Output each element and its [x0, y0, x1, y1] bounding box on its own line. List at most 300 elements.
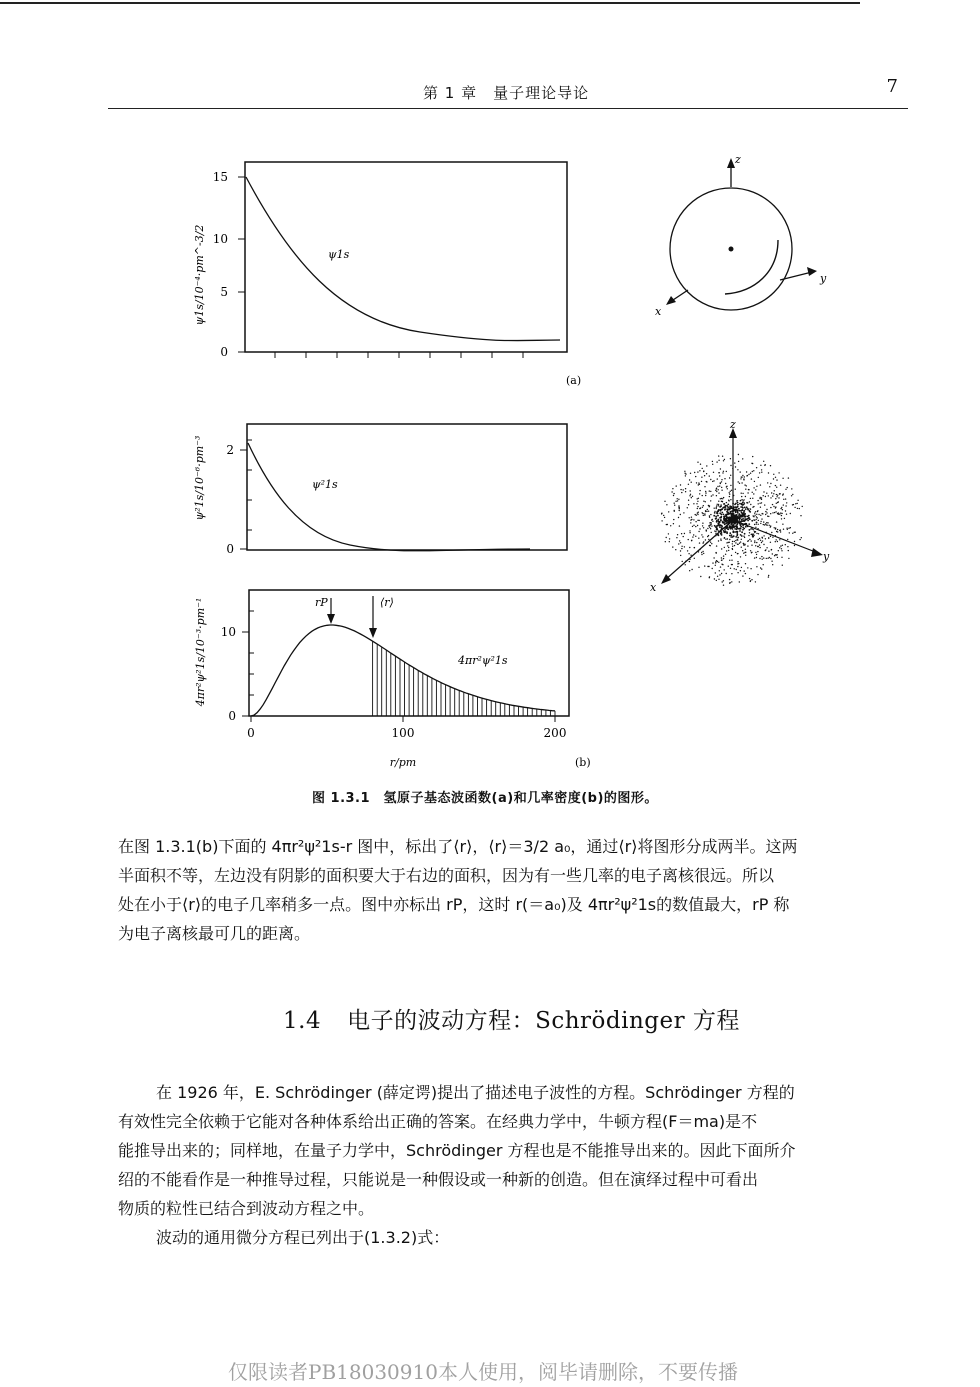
- cloud-dot: [685, 475, 686, 476]
- cloud-dot: [780, 485, 781, 486]
- cloud-dot: [698, 538, 699, 539]
- cloud-dot: [743, 499, 744, 500]
- cloud-dot: [746, 475, 747, 476]
- cloud-dot: [684, 546, 685, 547]
- cloud-dot: [696, 503, 697, 504]
- cloud-dot: [770, 525, 771, 526]
- cloud-dot: [731, 581, 732, 582]
- cloud-dot: [728, 526, 730, 528]
- cloud-dot: [775, 498, 776, 499]
- cloud-dot: [689, 532, 690, 533]
- cloud-dot: [699, 520, 700, 521]
- cloud-dot: [775, 511, 776, 512]
- cloud-dot: [756, 522, 757, 523]
- cloud-dot: [692, 526, 693, 527]
- cloud-dot: [734, 528, 736, 530]
- cloud-dot: [782, 545, 783, 546]
- cloud-dot: [679, 540, 680, 541]
- cloud-dot: [714, 578, 715, 579]
- cloud-dot: [705, 501, 706, 502]
- cloud-dot: [766, 512, 767, 513]
- cloud-dot: [801, 537, 802, 538]
- cloud-dot: [785, 505, 786, 506]
- cloud-dot: [732, 546, 733, 547]
- cloud-dot: [735, 489, 736, 490]
- cloud-dot: [747, 492, 748, 493]
- cloud-dot: [714, 525, 716, 527]
- cloud-dot: [741, 539, 742, 540]
- cloud-dot: [709, 505, 710, 506]
- cloud-dot: [753, 506, 754, 507]
- cloud-dot: [715, 531, 716, 532]
- cloud-dot: [685, 491, 686, 492]
- cloud-dot: [761, 502, 762, 503]
- cloud-dot: [762, 537, 763, 538]
- cloud-dot: [751, 534, 752, 535]
- cloud-dot: [751, 520, 753, 522]
- cloud-dot: [731, 560, 732, 561]
- cloud-dot: [703, 501, 704, 502]
- cloud-dot: [723, 580, 724, 581]
- cloud-dot: [702, 542, 703, 543]
- cloud-dot: [761, 518, 762, 519]
- cloud-dot: [777, 557, 778, 558]
- cloud-dot: [678, 543, 679, 544]
- cloud-dot: [734, 568, 735, 569]
- cloud-dot: [676, 485, 677, 486]
- cloud-dot: [718, 520, 720, 522]
- cloud-dot: [740, 534, 742, 536]
- cloud-dot: [715, 562, 716, 563]
- cloud-dot: [744, 570, 745, 571]
- cloud-dot: [752, 456, 753, 457]
- cloud-dot: [712, 568, 713, 569]
- cloud-dot: [700, 576, 701, 577]
- cloud-dot: [740, 500, 741, 501]
- cloud-dot: [732, 528, 734, 530]
- paragraph-1-line-1: 在图 1.3.1(b)下面的 4πr²ψ²1s-r 图中，标出了⟨r⟩，⟨r⟩＝3/2 a₀，通过⟨r⟩将图形分成两半。这两: [118, 837, 798, 856]
- cloud-dot: [747, 567, 748, 568]
- axis-z-label: z: [735, 153, 741, 166]
- cloud-dot: [697, 506, 698, 507]
- cloud-dot: [687, 507, 688, 508]
- cloud-dot: [795, 532, 796, 533]
- cloud-dot: [741, 482, 742, 483]
- cloud-dot: [718, 492, 719, 493]
- panel-b-bottom-curve-label: 4πr²ψ²1s: [458, 654, 508, 667]
- cloud-dot: [721, 498, 722, 499]
- cloud-dot: [782, 494, 783, 495]
- cloud-dot: [797, 503, 798, 504]
- cloud-dot: [792, 533, 793, 534]
- cloud-dot: [697, 498, 698, 499]
- cloud-dot: [788, 528, 789, 529]
- cloud-dot: [744, 513, 746, 515]
- cloud-dot: [680, 484, 681, 485]
- cloud-dot: [730, 507, 732, 509]
- cloud-dot: [721, 527, 723, 529]
- panel-b-bottom-ylabel: 4πr²ψ²1s/10⁻³·pm⁻¹: [194, 597, 207, 707]
- cloud-dot: [717, 561, 718, 562]
- cloud-dot: [745, 526, 747, 528]
- cloud-dot: [771, 532, 772, 533]
- cloud-dot: [716, 545, 717, 546]
- cloud-dot: [697, 471, 698, 472]
- cloud-dot: [692, 536, 693, 537]
- marker-rp-label: rP: [315, 596, 328, 609]
- cloud-dot: [721, 508, 723, 510]
- cloud-dot: [730, 499, 731, 500]
- cloud-dot: [737, 566, 738, 567]
- cloud-dot: [751, 579, 752, 580]
- cloud-dot: [723, 503, 725, 505]
- cloud-axis-y-label: y: [823, 550, 830, 563]
- cloud-dot: [750, 568, 751, 569]
- cloud-dot: [748, 489, 749, 490]
- cloud-dot: [753, 470, 754, 471]
- cloud-dot: [697, 501, 698, 502]
- cloud-dot: [718, 522, 720, 524]
- cloud-dot: [720, 533, 722, 535]
- cloud-dot: [744, 544, 745, 545]
- cloud-dot: [785, 510, 786, 511]
- cloud-dot: [698, 484, 699, 485]
- cloud-dot: [726, 542, 727, 543]
- axis-x-label: x: [655, 305, 662, 318]
- cloud-dot: [680, 542, 681, 543]
- panel-b-top-ytick-0: 0: [226, 542, 234, 556]
- cloud-dot: [762, 513, 763, 514]
- panel-a-ytick-0: 0: [220, 345, 228, 359]
- cloud-dot: [753, 519, 754, 520]
- orbital-sphere-diagram: [655, 153, 827, 318]
- cloud-dot: [718, 455, 719, 456]
- cloud-dot: [729, 539, 730, 540]
- cloud-dot: [772, 504, 773, 505]
- cloud-dot: [732, 524, 734, 526]
- cloud-dot: [728, 519, 730, 521]
- cloud-dot: [761, 499, 762, 500]
- cloud-dot: [770, 507, 771, 508]
- cloud-dot: [760, 515, 761, 516]
- paragraph-2-line-1: 在 1926 年，E. Schrödinger (薛定谔)提出了描述电子波性的方程。Schrödinger 方程的: [156, 1083, 795, 1102]
- paragraph-1-line-2: 半面积不等，左边没有阴影的面积要大于右边的面积，因为有一些几率的电子离核很远。所以: [118, 866, 775, 885]
- cloud-dot: [722, 521, 724, 523]
- cloud-dot: [754, 557, 755, 558]
- cloud-dot: [780, 529, 781, 530]
- cloud-dot: [723, 516, 725, 518]
- cloud-dot: [742, 529, 744, 531]
- cloud-dot: [679, 510, 680, 511]
- cloud-dot: [714, 511, 715, 512]
- cloud-dot: [724, 532, 726, 534]
- cloud-dot: [718, 505, 719, 506]
- cloud-dot: [718, 579, 719, 580]
- cloud-dot: [731, 573, 732, 574]
- cloud-dot: [795, 503, 796, 504]
- cloud-dot: [684, 533, 685, 534]
- cloud-dot: [712, 521, 713, 522]
- cloud-dot: [739, 543, 740, 544]
- cloud-dot: [718, 524, 720, 526]
- cloud-dot: [749, 508, 750, 509]
- cloud-dot: [725, 522, 727, 524]
- cloud-dot: [664, 501, 665, 502]
- cloud-dot: [718, 519, 720, 521]
- cloud-dot: [751, 552, 752, 553]
- cloud-dot: [799, 508, 800, 509]
- cloud-dot: [730, 491, 731, 492]
- cloud-dot: [777, 495, 778, 496]
- cloud-dot: [726, 573, 727, 574]
- cloud-dot: [689, 479, 690, 480]
- cloud-dot: [691, 482, 692, 483]
- cloud-dot: [775, 485, 776, 486]
- cloud-dot: [708, 511, 709, 512]
- cloud-dot: [730, 485, 731, 486]
- cloud-dot: [751, 540, 752, 541]
- cloud-dot: [742, 518, 744, 520]
- cloud-dot: [720, 540, 721, 541]
- cloud-dot: [770, 536, 771, 537]
- cloud-dot: [709, 490, 710, 491]
- cloud-dot: [772, 537, 773, 538]
- cloud-dot: [746, 485, 747, 486]
- cloud-dot: [773, 474, 774, 475]
- cloud-dot: [713, 472, 714, 473]
- cloud-dot: [689, 570, 690, 571]
- cloud-dot: [779, 493, 780, 494]
- cloud-dot: [710, 500, 711, 501]
- cloud-dot: [737, 504, 739, 506]
- cloud-dot: [755, 545, 756, 546]
- cloud-dot: [721, 559, 722, 560]
- cloud-dot: [690, 473, 691, 474]
- cloud-dot: [756, 523, 757, 524]
- cloud-dot: [784, 518, 785, 519]
- cloud-dot: [667, 524, 668, 525]
- cloud-dot: [779, 539, 780, 540]
- cloud-dot: [737, 563, 738, 564]
- cloud-dot: [770, 465, 771, 466]
- cloud-dot: [755, 511, 756, 512]
- cloud-dot: [748, 474, 749, 475]
- panel-b-top-curve-label: ψ²1s: [312, 478, 338, 491]
- cloud-dot: [741, 512, 743, 514]
- cloud-dot: [775, 541, 776, 542]
- cloud-dot: [722, 472, 723, 473]
- cloud-dot: [752, 498, 753, 499]
- cloud-dot: [692, 496, 693, 497]
- cloud-dot: [739, 503, 741, 505]
- cloud-dot: [676, 537, 677, 538]
- cloud-dot: [720, 509, 722, 511]
- cloud-dot: [751, 545, 752, 546]
- cloud-dot: [678, 499, 679, 500]
- cloud-dot: [677, 534, 678, 535]
- cloud-dot: [730, 458, 731, 459]
- cloud-dot: [663, 515, 664, 516]
- cloud-dot: [731, 517, 733, 519]
- cloud-dot: [744, 507, 746, 509]
- cloud-dot: [665, 541, 666, 542]
- cloud-dot: [779, 547, 780, 548]
- cloud-dot: [688, 504, 689, 505]
- cloud-dot: [690, 555, 691, 556]
- panel-b-bottom-xlabel: r/pm: [389, 756, 417, 769]
- cloud-dot: [731, 555, 732, 556]
- cloud-dot: [774, 555, 775, 556]
- cloud-dot: [738, 508, 740, 510]
- paragraph-2: [118, 1078, 918, 1252]
- cloud-dot: [744, 537, 745, 538]
- cloud-dot: [702, 536, 703, 537]
- cloud-dot: [761, 469, 762, 470]
- cloud-dot: [742, 493, 743, 494]
- cloud-dot: [723, 460, 724, 461]
- cloud-dot: [781, 557, 782, 558]
- cloud-dot: [780, 545, 781, 546]
- cloud-dot: [734, 509, 736, 511]
- cloud-dot: [705, 511, 706, 512]
- cloud-dot: [704, 486, 705, 487]
- cloud-dot: [791, 495, 792, 496]
- cloud-dot: [749, 529, 751, 531]
- cloud-dot: [730, 475, 731, 476]
- cloud-dot: [730, 506, 732, 508]
- cloud-dot: [727, 504, 729, 506]
- cloud-dot: [770, 513, 771, 514]
- cloud-dot: [712, 461, 713, 462]
- cloud-dot: [735, 540, 736, 541]
- cloud-dot: [765, 511, 766, 512]
- cloud-dot: [720, 525, 722, 527]
- cloud-dot: [729, 509, 731, 511]
- cloud-dot: [774, 490, 775, 491]
- cloud-dot: [705, 539, 706, 540]
- cloud-dot: [695, 521, 696, 522]
- cloud-dot: [753, 493, 754, 494]
- cloud-dot: [690, 490, 691, 491]
- cloud-dot: [759, 538, 760, 539]
- cloud-dot: [743, 553, 744, 554]
- cloud-dot: [766, 509, 767, 510]
- paragraph-2-line-4: 绍的不能看作是一种推导过程，只能说是一种假设或一种新的创造。但在演绎过程中可看出: [118, 1170, 759, 1189]
- cloud-dot: [786, 528, 787, 529]
- cloud-dot: [703, 505, 704, 506]
- cloud-dot: [747, 520, 749, 522]
- cloud-dot: [696, 482, 697, 483]
- cloud-dot: [737, 469, 738, 470]
- cloud-dot: [768, 575, 769, 576]
- cloud-dot: [767, 558, 768, 559]
- cloud-dot: [709, 515, 710, 516]
- cloud-dot: [719, 472, 720, 473]
- cloud-dot: [742, 550, 743, 551]
- cloud-dot: [742, 507, 744, 509]
- cloud-dot: [754, 531, 755, 532]
- cloud-axis-z-label: z: [730, 418, 736, 431]
- cloud-dot: [666, 537, 667, 538]
- cloud-dot: [754, 542, 755, 543]
- cloud-dot: [703, 541, 704, 542]
- cloud-dot: [726, 471, 727, 472]
- cloud-dot: [774, 512, 775, 513]
- cloud-dot: [740, 526, 742, 528]
- cloud-dot: [705, 495, 706, 496]
- cloud-dot: [694, 547, 695, 548]
- cloud-dot: [710, 514, 711, 515]
- cloud-dot: [758, 477, 759, 478]
- cloud-dot: [716, 495, 717, 496]
- cloud-dot: [721, 573, 722, 574]
- cloud-dot: [697, 462, 698, 463]
- cloud-dot: [730, 465, 731, 466]
- cloud-dot: [705, 492, 706, 493]
- cloud-dot: [674, 510, 675, 511]
- cloud-dot: [744, 510, 746, 512]
- cloud-dot: [736, 526, 738, 528]
- paragraph-1-line-3: 处在小于⟨r⟩的电子几率稍多一点。图中亦标出 rP，这时 r(＝a₀)及 4πr²ψ²1s的数值最大，rP 称: [118, 895, 790, 914]
- cloud-dot: [689, 517, 690, 518]
- cloud-dot: [737, 506, 739, 508]
- cloud-dot: [729, 582, 730, 583]
- cloud-dot: [743, 516, 745, 518]
- cloud-dot: [768, 576, 769, 577]
- cloud-dot: [720, 566, 721, 567]
- cloud-dot: [702, 523, 703, 524]
- panel-b-bottom-plot: [194, 590, 591, 769]
- cloud-dot: [747, 502, 748, 503]
- cloud-dot: [685, 488, 686, 489]
- paragraph-1-line-4: 为电子离核最可几的距离。: [118, 924, 311, 943]
- cloud-dot: [741, 499, 742, 500]
- cloud-dot: [727, 528, 729, 530]
- cloud-dot: [743, 478, 744, 479]
- cloud-dot: [752, 528, 753, 529]
- cloud-dot: [740, 510, 742, 512]
- panel-b-label: (b): [575, 756, 591, 769]
- cloud-dot: [730, 527, 732, 529]
- cloud-dot: [706, 529, 707, 530]
- cloud-dot: [734, 504, 736, 506]
- cloud-dot: [718, 562, 719, 563]
- cloud-dot: [719, 570, 720, 571]
- cloud-dot: [743, 500, 744, 501]
- cloud-dot: [760, 567, 761, 568]
- panel-b-bottom-xtick-0: 0: [247, 726, 255, 740]
- cloud-dot: [687, 550, 688, 551]
- cloud-dot: [685, 564, 686, 565]
- cloud-dot: [777, 502, 778, 503]
- cloud-dot: [726, 508, 728, 510]
- cloud-dot: [765, 514, 766, 515]
- cloud-dot: [717, 515, 719, 517]
- cloud-dot: [724, 459, 725, 460]
- cloud-dot: [730, 511, 732, 513]
- cloud-dot: [792, 504, 793, 505]
- cloud-dot: [718, 535, 719, 536]
- cloud-dot: [790, 513, 791, 514]
- cloud-dot: [800, 515, 801, 516]
- cloud-dot: [763, 521, 764, 522]
- cloud-dot: [726, 502, 727, 503]
- cloud-dot: [740, 570, 741, 571]
- cloud-dot: [727, 488, 728, 489]
- cloud-dot: [705, 491, 706, 492]
- panel-a-ytick-5: 5: [220, 285, 228, 299]
- cloud-dot: [741, 531, 743, 533]
